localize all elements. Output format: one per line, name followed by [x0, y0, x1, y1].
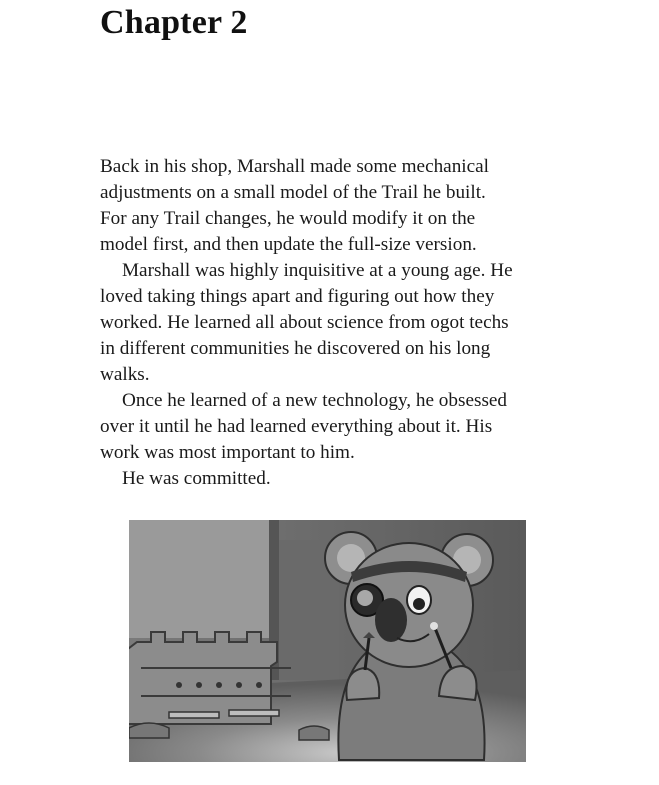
text-line: model first, and then update the full-size version. [100, 234, 477, 255]
wall-panel [129, 520, 269, 638]
text-line: walks. [100, 364, 150, 385]
paragraph [100, 258, 570, 388]
text-line: For any Trail changes, he would modify it on the [100, 208, 476, 229]
text-line: adjustments on a small model of the Trail he built. [100, 182, 486, 203]
koala-nose [375, 598, 407, 642]
text-line: He was committed. [122, 468, 271, 489]
koala-illustration [129, 520, 526, 762]
chapter-illustration [129, 520, 526, 762]
chapter-body [100, 154, 570, 492]
text-line: in different communities he discovered on his long [100, 338, 491, 359]
text-line: work was most important to him. [100, 442, 355, 463]
text-line: Marshall was highly inquisitive at a young age. He [122, 260, 513, 281]
paragraph [100, 154, 570, 258]
text-line: worked. He learned all about science from ogot techs [100, 312, 509, 333]
text-line: loved taking things apart and figuring out how they [100, 286, 495, 307]
text-line: over it until he had learned everything about it. His [100, 416, 493, 437]
paragraph [100, 388, 570, 466]
text-line: Back in his shop, Marshall made some mechanical [100, 156, 489, 177]
chapter-title: Chapter 2 [100, 4, 248, 41]
text-line: Once he learned of a new technology, he obsessed [122, 390, 508, 411]
paragraph [100, 466, 570, 492]
